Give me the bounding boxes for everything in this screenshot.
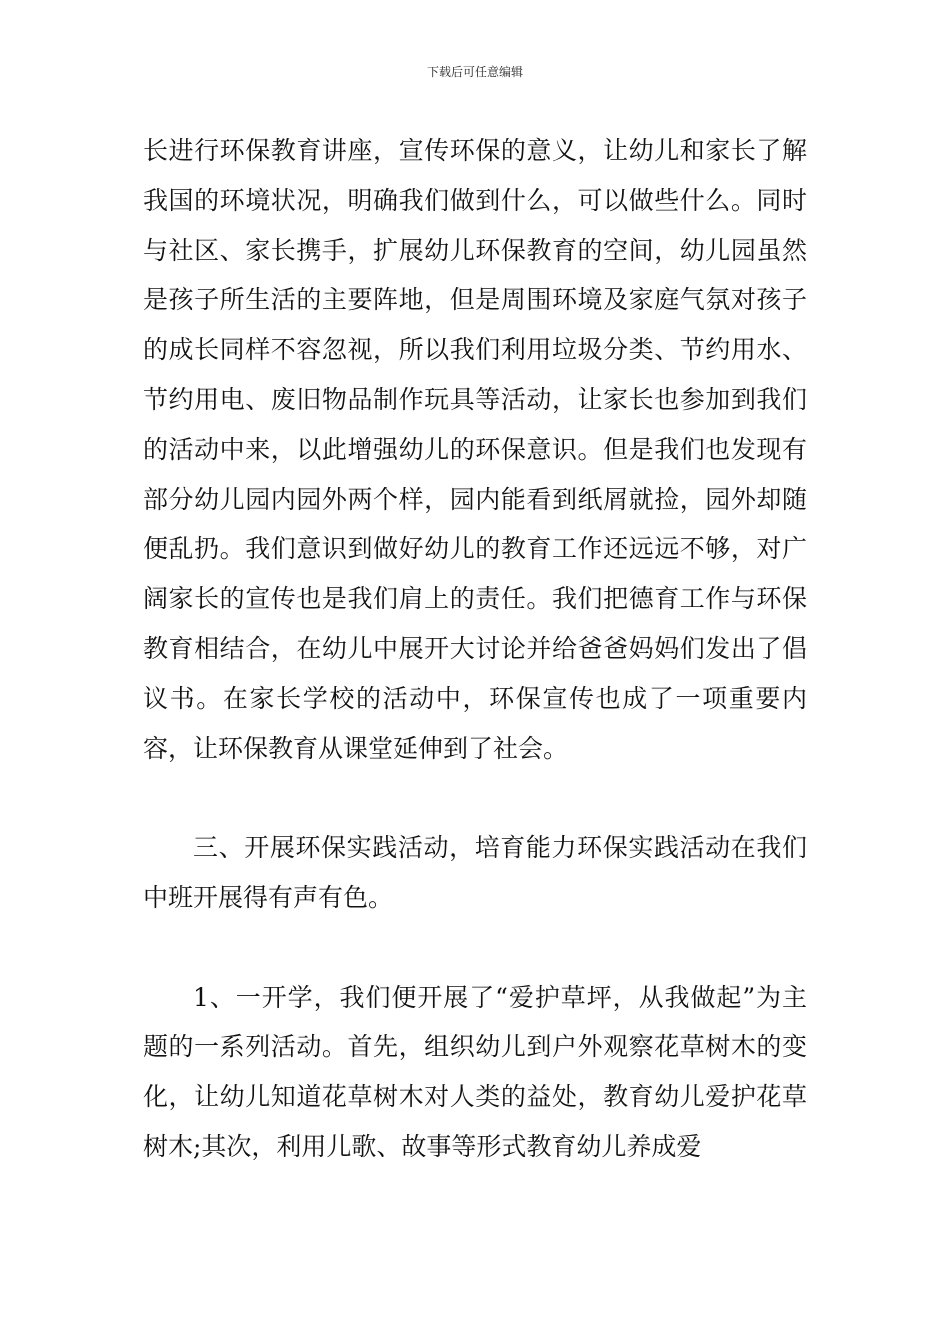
paragraph-continuation: 长进行环保教育讲座，宣传环保的意义，让幼儿和家长了解我国的环境状况，明确我们做到什么，可以做些什么。同时与社区、家长携手，扩展幼儿环保教育的空间，幼儿园虽然是孩子所生活的主要阵地，但是周围环境及家庭气氛对孩子的成长同样不容忽视，所以我们利用垃圾分类、节约用水、节约用电、废旧物品制作玩具等活动，让家长也参加到我们的活动中来，以此增强幼儿的环保意识。但是我们也发现有部分幼儿园内园外两个样，园内能看到纸屑就捡，园外却随便乱扔。我们意识到做好幼儿的教育工作还远远不够，对广阔家长的宣传也是我们肩上的责任。我们把德育工作与环保教育相结合，在幼儿中展开大讨论并给爸爸妈妈们发出了倡议书。在家长学校的活动中，环保宣传也成了一项重要内容，让环保教育从课堂延伸到了社会。 (143, 136, 807, 763)
document-body (143, 126, 807, 1172)
paragraph-spacer (143, 773, 807, 823)
section-heading-paragraph: 三、开展环保实践活动，培育能力环保实践活动在我们中班开展得有声有色。 (143, 833, 807, 912)
list-item-paragraph: 1、一开学，我们便开展了“爱护草坪，从我做起”为主题的一系列活动。首先，组织幼儿到户外观察花草树木的变化，让幼儿知道花草树木对人类的益处，教育幼儿爱护花草树木;其次，利用儿歌、故事等形式教育幼儿养成爱 (143, 982, 807, 1161)
page-header: 下载后可任意编辑 (426, 65, 523, 79)
paragraph-spacer (143, 923, 807, 973)
